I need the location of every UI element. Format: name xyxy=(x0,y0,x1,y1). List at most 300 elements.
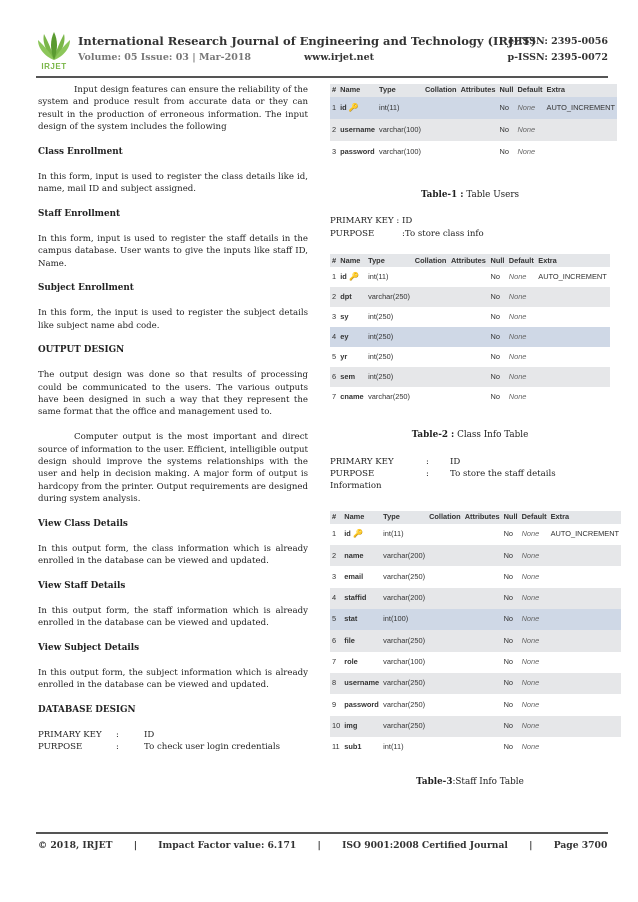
cell-num: 3 xyxy=(330,307,338,327)
page-footer xyxy=(38,840,610,851)
table-row xyxy=(330,307,610,327)
intro-paragraph: Input design features can ensure the reliability of the system and produce result from accurate data or they can result in the production of erroneous information. The input design of the system includes the following xyxy=(38,85,308,133)
cell-empty xyxy=(463,588,502,609)
column-header: # xyxy=(330,84,338,97)
cell-empty xyxy=(413,307,449,327)
cell-name xyxy=(342,566,381,587)
footer-sep-2: | xyxy=(317,840,321,851)
cell-type: int(250) xyxy=(366,367,413,387)
cell-null: No xyxy=(502,524,520,545)
primary-key-icon: 🔑 xyxy=(346,102,359,112)
cell-empty xyxy=(463,737,502,758)
cell-empty xyxy=(427,652,463,673)
column-header: # xyxy=(330,254,338,267)
table-row xyxy=(330,609,621,630)
cell-extra: AUTO_INCREMENT xyxy=(549,524,621,545)
cell-null: No xyxy=(502,566,520,587)
table1-primary-key: PRIMARY KEY : ID xyxy=(330,216,413,227)
table-row xyxy=(330,347,610,367)
cell-empty xyxy=(449,307,489,327)
cell-empty xyxy=(463,609,502,630)
cell-num: 10 xyxy=(330,716,342,737)
column-header: # xyxy=(330,511,342,524)
cell-default: None xyxy=(520,694,549,715)
table-row xyxy=(330,737,621,758)
footer-copyright: © 2018, IRJET xyxy=(38,840,113,851)
table-row xyxy=(330,630,621,651)
cell-type: varchar(250) xyxy=(366,287,413,307)
cell-num: 1 xyxy=(330,97,338,119)
column-header: Extra xyxy=(545,84,617,97)
table-row xyxy=(330,545,621,566)
column-header: Attributes xyxy=(463,511,502,524)
view-staff-text: In this output form, the staff information which is already enrolled in the database can be viewed and updated. xyxy=(38,605,308,629)
field-name: cname xyxy=(340,392,364,402)
cell-num: 11 xyxy=(330,737,342,758)
cell-num: 8 xyxy=(330,673,342,694)
cell-empty xyxy=(463,566,502,587)
cell-name xyxy=(342,737,381,758)
cell-extra xyxy=(549,737,621,758)
cell-null: No xyxy=(497,141,515,163)
view-subject-text: In this output form, the subject information which is already enrolled in the database can be viewed and updated. xyxy=(38,667,308,691)
cell-num: 3 xyxy=(330,141,338,163)
cell-default: None xyxy=(520,716,549,737)
cell-extra xyxy=(536,387,610,407)
column-header: Attributes xyxy=(459,84,498,97)
cell-num: 5 xyxy=(330,347,338,367)
cell-name xyxy=(338,327,366,347)
field-name: staffid xyxy=(344,593,367,603)
cell-empty xyxy=(427,673,463,694)
primary-key-icon: 🔑 xyxy=(350,529,363,539)
cell-empty xyxy=(427,566,463,587)
cell-empty xyxy=(413,367,449,387)
cell-extra xyxy=(536,287,610,307)
journal-title: International Research Journal of Engineering and Technology (IRJET) xyxy=(78,34,537,48)
field-name: role xyxy=(344,657,358,667)
cell-type: int(11) xyxy=(381,524,427,545)
cell-default: None xyxy=(515,97,544,119)
cell-empty xyxy=(427,716,463,737)
cell-num: 6 xyxy=(330,630,342,651)
cell-default: None xyxy=(520,588,549,609)
column-header: Null xyxy=(502,511,520,524)
cell-empty xyxy=(463,652,502,673)
cell-null: No xyxy=(489,367,507,387)
field-name: password xyxy=(344,699,379,709)
cell-null: No xyxy=(489,287,507,307)
db-structure-table xyxy=(330,84,617,163)
cell-empty xyxy=(427,545,463,566)
cell-null: No xyxy=(502,609,520,630)
cell-type: int(250) xyxy=(366,307,413,327)
table-row xyxy=(330,367,610,387)
view-subject-heading: View Subject Details xyxy=(38,643,140,654)
cell-name xyxy=(338,367,366,387)
primary-key-line xyxy=(38,729,308,741)
cell-empty xyxy=(459,119,498,141)
column-header: Type xyxy=(381,511,427,524)
cell-extra xyxy=(536,347,610,367)
cell-empty xyxy=(449,287,489,307)
output-design-text-2: Computer output is the most important and direct source of information to the user. Efficient, intelligible output design should improve the systems relationships with the user and help in decision making. A major form of output is hardcopy from the printer. Output requirements are designed during system analysis. xyxy=(38,432,308,505)
cell-empty xyxy=(463,545,502,566)
table-row xyxy=(330,287,610,307)
class-enrollment-text: In this form, input is used to register the class details like id, name, mail ID and subject assigned. xyxy=(38,171,308,195)
cell-type: int(11) xyxy=(366,267,413,287)
table-row xyxy=(330,141,617,163)
table2-primary-key: PRIMARY KEY : ID xyxy=(330,456,461,467)
journal-header xyxy=(36,30,608,74)
field-name: username xyxy=(344,678,380,688)
field-name: sub1 xyxy=(344,742,362,752)
cell-empty xyxy=(413,347,449,367)
table-header-row xyxy=(330,511,621,524)
primary-key-value: ID xyxy=(144,729,155,740)
cell-name xyxy=(338,141,377,163)
cell-num: 7 xyxy=(330,387,338,407)
column-header: Name xyxy=(342,511,381,524)
cell-type: varchar(100) xyxy=(377,141,423,163)
cell-extra: AUTO_INCREMENT xyxy=(545,97,617,119)
cell-extra xyxy=(549,566,621,587)
cell-default: None xyxy=(520,737,549,758)
table-row xyxy=(330,652,621,673)
cell-default: None xyxy=(507,387,537,407)
primary-key-label: PRIMARY KEY xyxy=(38,729,102,740)
cell-empty xyxy=(463,694,502,715)
view-staff-heading: View Staff Details xyxy=(38,581,126,592)
cell-extra xyxy=(549,609,621,630)
cell-null: No xyxy=(489,307,507,327)
cell-extra xyxy=(536,367,610,387)
cell-empty xyxy=(423,141,459,163)
cell-type: int(250) xyxy=(366,347,413,367)
cell-null: No xyxy=(502,673,520,694)
volume-issue: Volume: 05 Issue: 03 | Mar-2018 xyxy=(78,52,252,63)
primary-key-icon: 🔑 xyxy=(346,272,360,282)
cell-default: None xyxy=(507,347,537,367)
cell-null: No xyxy=(502,588,520,609)
cell-default: None xyxy=(520,630,549,651)
table2-keys xyxy=(330,456,610,493)
cell-default: None xyxy=(520,566,549,587)
column-header: Type xyxy=(366,254,413,267)
cell-num: 7 xyxy=(330,652,342,673)
field-name: email xyxy=(344,571,364,581)
cell-name xyxy=(338,97,377,119)
cell-null: No xyxy=(489,327,507,347)
table-header-row xyxy=(330,254,610,267)
cell-null: No xyxy=(502,545,520,566)
cell-empty xyxy=(463,630,502,651)
cell-name xyxy=(338,387,366,407)
field-name: sem xyxy=(340,372,356,382)
staff-enrollment-heading: Staff Enrollment xyxy=(38,209,121,220)
column-header: Collation xyxy=(423,84,459,97)
field-name: ey xyxy=(340,332,349,342)
field-name: file xyxy=(344,635,355,645)
column-header: Default xyxy=(520,511,549,524)
logo-text: IRJET xyxy=(41,62,67,71)
table2-purpose-cont: Information xyxy=(330,481,382,492)
left-column xyxy=(38,84,308,754)
table-row xyxy=(330,327,610,347)
cell-empty xyxy=(413,387,449,407)
cell-null: No xyxy=(489,267,507,287)
cell-null: No xyxy=(502,630,520,651)
view-class-text: In this output form, the class information which is already enrolled in the database can be viewed and updated. xyxy=(38,543,308,567)
column-header: Null xyxy=(489,254,507,267)
cell-empty xyxy=(463,716,502,737)
cell-default: None xyxy=(507,327,537,347)
cell-null: No xyxy=(502,652,520,673)
cell-empty xyxy=(449,267,489,287)
table1-caption: Table-1 : Table Users xyxy=(420,190,520,200)
cell-name xyxy=(338,307,366,327)
column-header: Extra xyxy=(536,254,610,267)
purpose-colon: : xyxy=(116,742,119,753)
db-structure-table xyxy=(330,511,621,758)
cell-num: 3 xyxy=(330,566,342,587)
cell-extra xyxy=(549,630,621,651)
column-header: Null xyxy=(497,84,515,97)
cell-type: varchar(250) xyxy=(381,566,427,587)
table2-caption: Table-2 : Class Info Table xyxy=(411,430,529,441)
purpose-line xyxy=(38,741,308,753)
cell-type: varchar(250) xyxy=(381,716,427,737)
footer-divider xyxy=(36,832,608,834)
cell-name xyxy=(338,287,366,307)
table-row xyxy=(330,716,621,737)
cell-num: 4 xyxy=(330,327,338,347)
table1-keys xyxy=(330,215,610,240)
table-users xyxy=(330,84,615,163)
cell-empty xyxy=(463,673,502,694)
table-row xyxy=(330,119,617,141)
eissn: e-ISSN: 2395-0056 xyxy=(508,36,608,47)
cell-extra xyxy=(549,652,621,673)
cell-name xyxy=(342,694,381,715)
cell-type: varchar(250) xyxy=(381,694,427,715)
field-name: username xyxy=(340,124,376,134)
table2-purpose: PURPOSE : To store the staff details xyxy=(330,469,556,480)
table-row xyxy=(330,694,621,715)
cell-empty xyxy=(413,287,449,307)
column-header: Default xyxy=(507,254,537,267)
cell-name xyxy=(338,267,366,287)
field-name: name xyxy=(344,550,364,560)
right-column xyxy=(330,84,620,789)
cell-null: No xyxy=(502,737,520,758)
database-design-heading: DATABASE DESIGN xyxy=(38,705,136,716)
field-name: id xyxy=(344,529,351,539)
cell-empty xyxy=(427,694,463,715)
cell-default: None xyxy=(507,267,537,287)
column-header: Attributes xyxy=(449,254,489,267)
cell-empty xyxy=(459,97,498,119)
cell-num: 1 xyxy=(330,524,342,545)
cell-empty xyxy=(427,588,463,609)
cell-extra xyxy=(549,716,621,737)
cell-default: None xyxy=(520,652,549,673)
cell-num: 2 xyxy=(330,119,338,141)
table1-purpose: PURPOSE :To store class info xyxy=(330,228,484,239)
cell-default: None xyxy=(520,609,549,630)
cell-name xyxy=(342,588,381,609)
column-header: Collation xyxy=(427,511,463,524)
cell-num: 6 xyxy=(330,367,338,387)
footer-page: Page 3700 xyxy=(553,840,608,851)
cell-name xyxy=(342,609,381,630)
subject-enrollment-text: In this form, the input is used to register the subject details like subject name abd code. xyxy=(38,308,308,331)
cell-type: int(100) xyxy=(381,609,427,630)
cell-empty xyxy=(427,737,463,758)
cell-name xyxy=(338,119,377,141)
cell-empty xyxy=(427,630,463,651)
cell-extra xyxy=(545,141,617,163)
cell-type: int(11) xyxy=(381,737,427,758)
cell-name xyxy=(338,347,366,367)
subject-enrollment-heading: Subject Enrollment xyxy=(38,283,134,294)
table-row xyxy=(330,387,610,407)
cell-extra xyxy=(549,545,621,566)
cell-null: No xyxy=(497,97,515,119)
cell-type: varchar(100) xyxy=(377,119,423,141)
cell-null: No xyxy=(497,119,515,141)
pissn: p-ISSN: 2395-0072 xyxy=(507,52,608,63)
cell-type: int(11) xyxy=(377,97,423,119)
cell-num: 4 xyxy=(330,588,342,609)
column-header: Collation xyxy=(413,254,449,267)
cell-default: None xyxy=(515,119,544,141)
cell-type: varchar(200) xyxy=(381,588,427,609)
cell-type: varchar(250) xyxy=(366,387,413,407)
cell-type: varchar(100) xyxy=(381,652,427,673)
cell-type: varchar(200) xyxy=(381,545,427,566)
cell-type: varchar(250) xyxy=(381,630,427,651)
view-class-heading: View Class Details xyxy=(38,519,128,530)
journal-website: www.irjet.net xyxy=(304,52,375,63)
table-row xyxy=(330,588,621,609)
field-name: yr xyxy=(340,352,348,362)
header-divider xyxy=(36,76,608,78)
cell-num: 2 xyxy=(330,287,338,307)
cell-empty xyxy=(463,524,502,545)
output-design-text-1: The output design was done so that results of processing could be communicated to the users. The various outputs have been designed in such a way that they represent the same format that the office and management used to. xyxy=(38,370,308,418)
cell-type: int(250) xyxy=(366,327,413,347)
column-header: Extra xyxy=(549,511,621,524)
cell-empty xyxy=(449,327,489,347)
footer-sep-3: | xyxy=(529,840,533,851)
cell-name xyxy=(342,673,381,694)
cell-null: No xyxy=(502,716,520,737)
cell-extra xyxy=(549,588,621,609)
cell-default: None xyxy=(515,141,544,163)
cell-empty xyxy=(449,367,489,387)
cell-extra: AUTO_INCREMENT xyxy=(536,267,610,287)
column-header: Default xyxy=(515,84,544,97)
cell-empty xyxy=(413,267,449,287)
cell-default: None xyxy=(520,524,549,545)
field-name: sy xyxy=(340,312,349,322)
cell-num: 2 xyxy=(330,545,342,566)
cell-default: None xyxy=(507,307,537,327)
cell-extra xyxy=(536,327,610,347)
cell-empty xyxy=(413,327,449,347)
cell-empty xyxy=(449,387,489,407)
field-name: password xyxy=(340,146,375,156)
primary-key-colon: : xyxy=(116,729,119,740)
output-design-heading: OUTPUT DESIGN xyxy=(38,345,125,356)
footer-iso: ISO 9001:2008 Certified Journal xyxy=(342,840,508,851)
cell-extra xyxy=(545,119,617,141)
cell-empty xyxy=(423,119,459,141)
cell-type: varchar(250) xyxy=(381,673,427,694)
cell-empty xyxy=(427,609,463,630)
field-name: dpt xyxy=(340,292,352,302)
field-name: img xyxy=(344,720,358,730)
column-header: Name xyxy=(338,84,377,97)
cell-null: No xyxy=(489,387,507,407)
cell-name xyxy=(342,630,381,651)
cell-num: 5 xyxy=(330,609,342,630)
staff-enrollment-text: In this form, input is used to register the staff details in the campus database. User wants to give the inputs like staff ID, Name. xyxy=(38,233,308,269)
table-header-row xyxy=(330,84,617,97)
table3-caption: Table-3:Staff Info Table xyxy=(416,777,524,788)
table-row xyxy=(330,524,621,545)
cell-empty xyxy=(427,524,463,545)
db-structure-table xyxy=(330,254,610,407)
table-class-info xyxy=(330,254,610,407)
column-header: Name xyxy=(338,254,366,267)
table-staff-info xyxy=(330,511,620,758)
cell-name xyxy=(342,652,381,673)
cell-extra xyxy=(549,694,621,715)
field-name: id xyxy=(340,272,347,282)
cell-name xyxy=(342,545,381,566)
table-row xyxy=(330,566,621,587)
cell-default: None xyxy=(520,545,549,566)
cell-num: 1 xyxy=(330,267,338,287)
column-header: Type xyxy=(377,84,423,97)
cell-empty xyxy=(459,141,498,163)
footer-impact: Impact Factor value: 6.171 xyxy=(158,840,297,851)
cell-extra xyxy=(536,307,610,327)
table-row xyxy=(330,673,621,694)
cell-name xyxy=(342,716,381,737)
footer-sep-1: | xyxy=(133,840,138,851)
cell-default: None xyxy=(520,673,549,694)
table-row xyxy=(330,267,610,287)
purpose-value: To check user login credentials xyxy=(144,742,281,753)
cell-default: None xyxy=(507,367,537,387)
cell-num: 9 xyxy=(330,694,342,715)
purpose-label: PURPOSE xyxy=(38,742,83,753)
cell-null: No xyxy=(502,694,520,715)
cell-empty xyxy=(423,97,459,119)
table-row xyxy=(330,97,617,119)
field-name: stat xyxy=(344,614,358,624)
field-name: id xyxy=(340,102,347,112)
class-enrollment-heading: Class Enrollment xyxy=(38,147,123,158)
cell-default: None xyxy=(507,287,537,307)
cell-extra xyxy=(549,673,621,694)
cell-name xyxy=(342,524,381,545)
cell-empty xyxy=(449,347,489,367)
cell-null: No xyxy=(489,347,507,367)
